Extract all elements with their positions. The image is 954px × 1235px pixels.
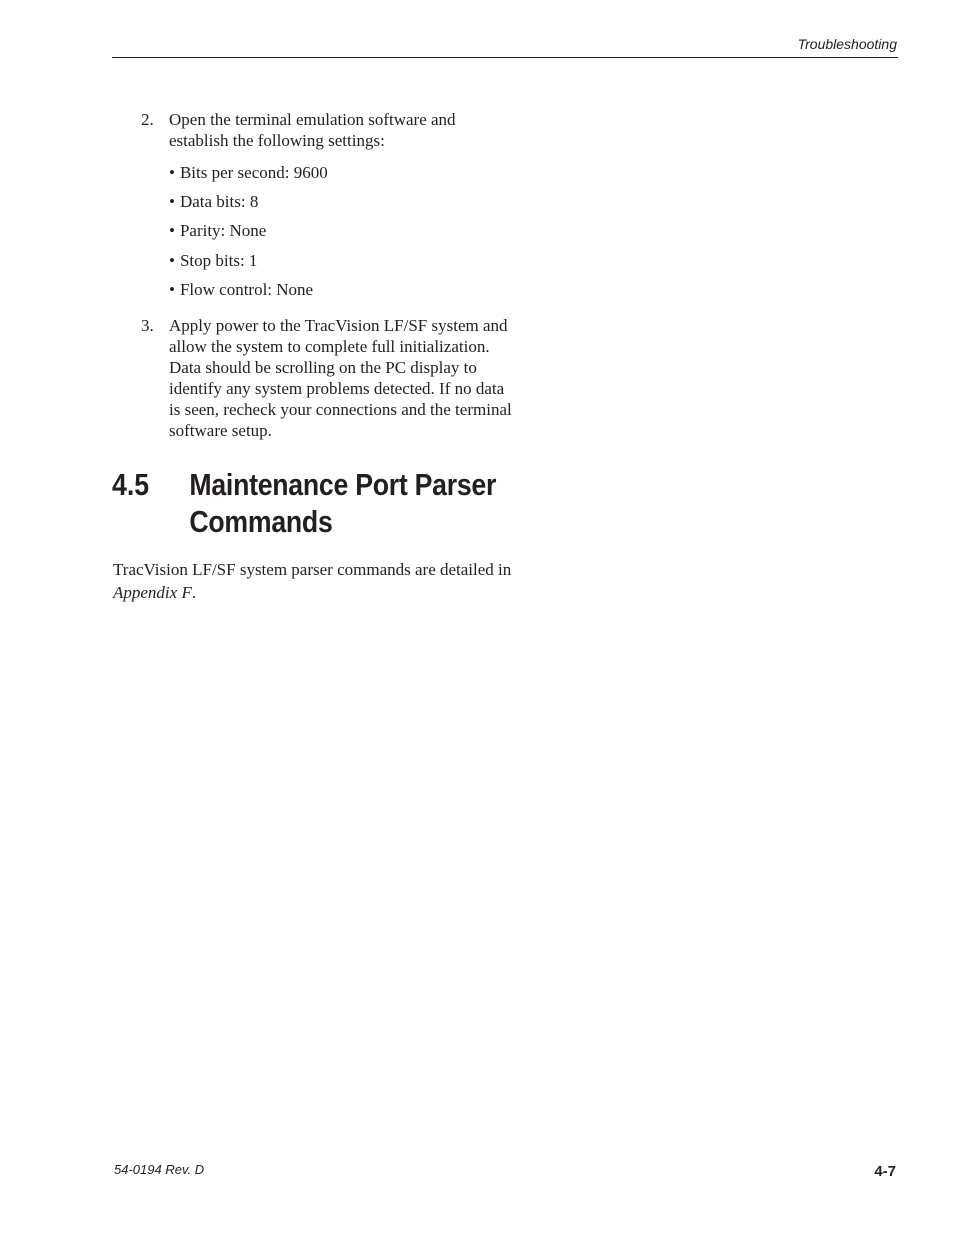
section-intro-paragraph: [113, 558, 583, 604]
list-item: • Stop bits: 1: [169, 250, 258, 270]
intro-end: .: [191, 583, 197, 602]
step-number: 2.: [141, 110, 154, 129]
step-line: software setup.: [169, 421, 272, 440]
step-line: identify any system problems detected. If no data: [169, 379, 505, 398]
section-number: 4.5: [112, 467, 150, 502]
step-text: [169, 315, 581, 441]
step-line: Data should be scrolling on the PC display to: [169, 358, 477, 377]
step-3: [141, 315, 581, 441]
section-title-line: Maintenance Port Parser: [189, 467, 497, 502]
header-rule: [112, 57, 898, 58]
step-number: 3.: [141, 316, 154, 335]
bullet: •: [169, 250, 175, 270]
bullet: •: [169, 279, 175, 299]
list-item: • Flow control: None: [169, 279, 314, 299]
section-title-line: Commands: [189, 504, 333, 539]
step-line: establish the following settings:: [169, 131, 385, 150]
step-line: is seen, recheck your connections and the terminal: [169, 400, 512, 419]
step-line: Apply power to the TracVision LF/SF system and: [169, 316, 508, 335]
list-item: • Parity: None: [169, 221, 267, 241]
step-2: [141, 109, 581, 151]
step-line: Open the terminal emulation software and: [169, 110, 456, 129]
step-text: [169, 109, 581, 151]
settings-list: [169, 162, 328, 308]
bullet: •: [169, 192, 175, 212]
step-line: allow the system to complete full initialization.: [169, 337, 490, 356]
bullet: •: [169, 221, 175, 241]
list-item: • Bits per second: 9600: [169, 163, 328, 182]
document-number: 54-0194 Rev. D: [114, 1162, 205, 1177]
running-header-title: Troubleshooting: [797, 36, 897, 52]
page-number: 4-7: [874, 1163, 896, 1180]
intro-text: TracVision LF/SF system parser commands are detailed in: [113, 560, 512, 579]
bullet: •: [169, 163, 175, 182]
section-heading: [112, 466, 525, 540]
appendix-reference: Appendix F: [113, 583, 192, 602]
list-item: • Data bits: 8: [169, 192, 259, 212]
